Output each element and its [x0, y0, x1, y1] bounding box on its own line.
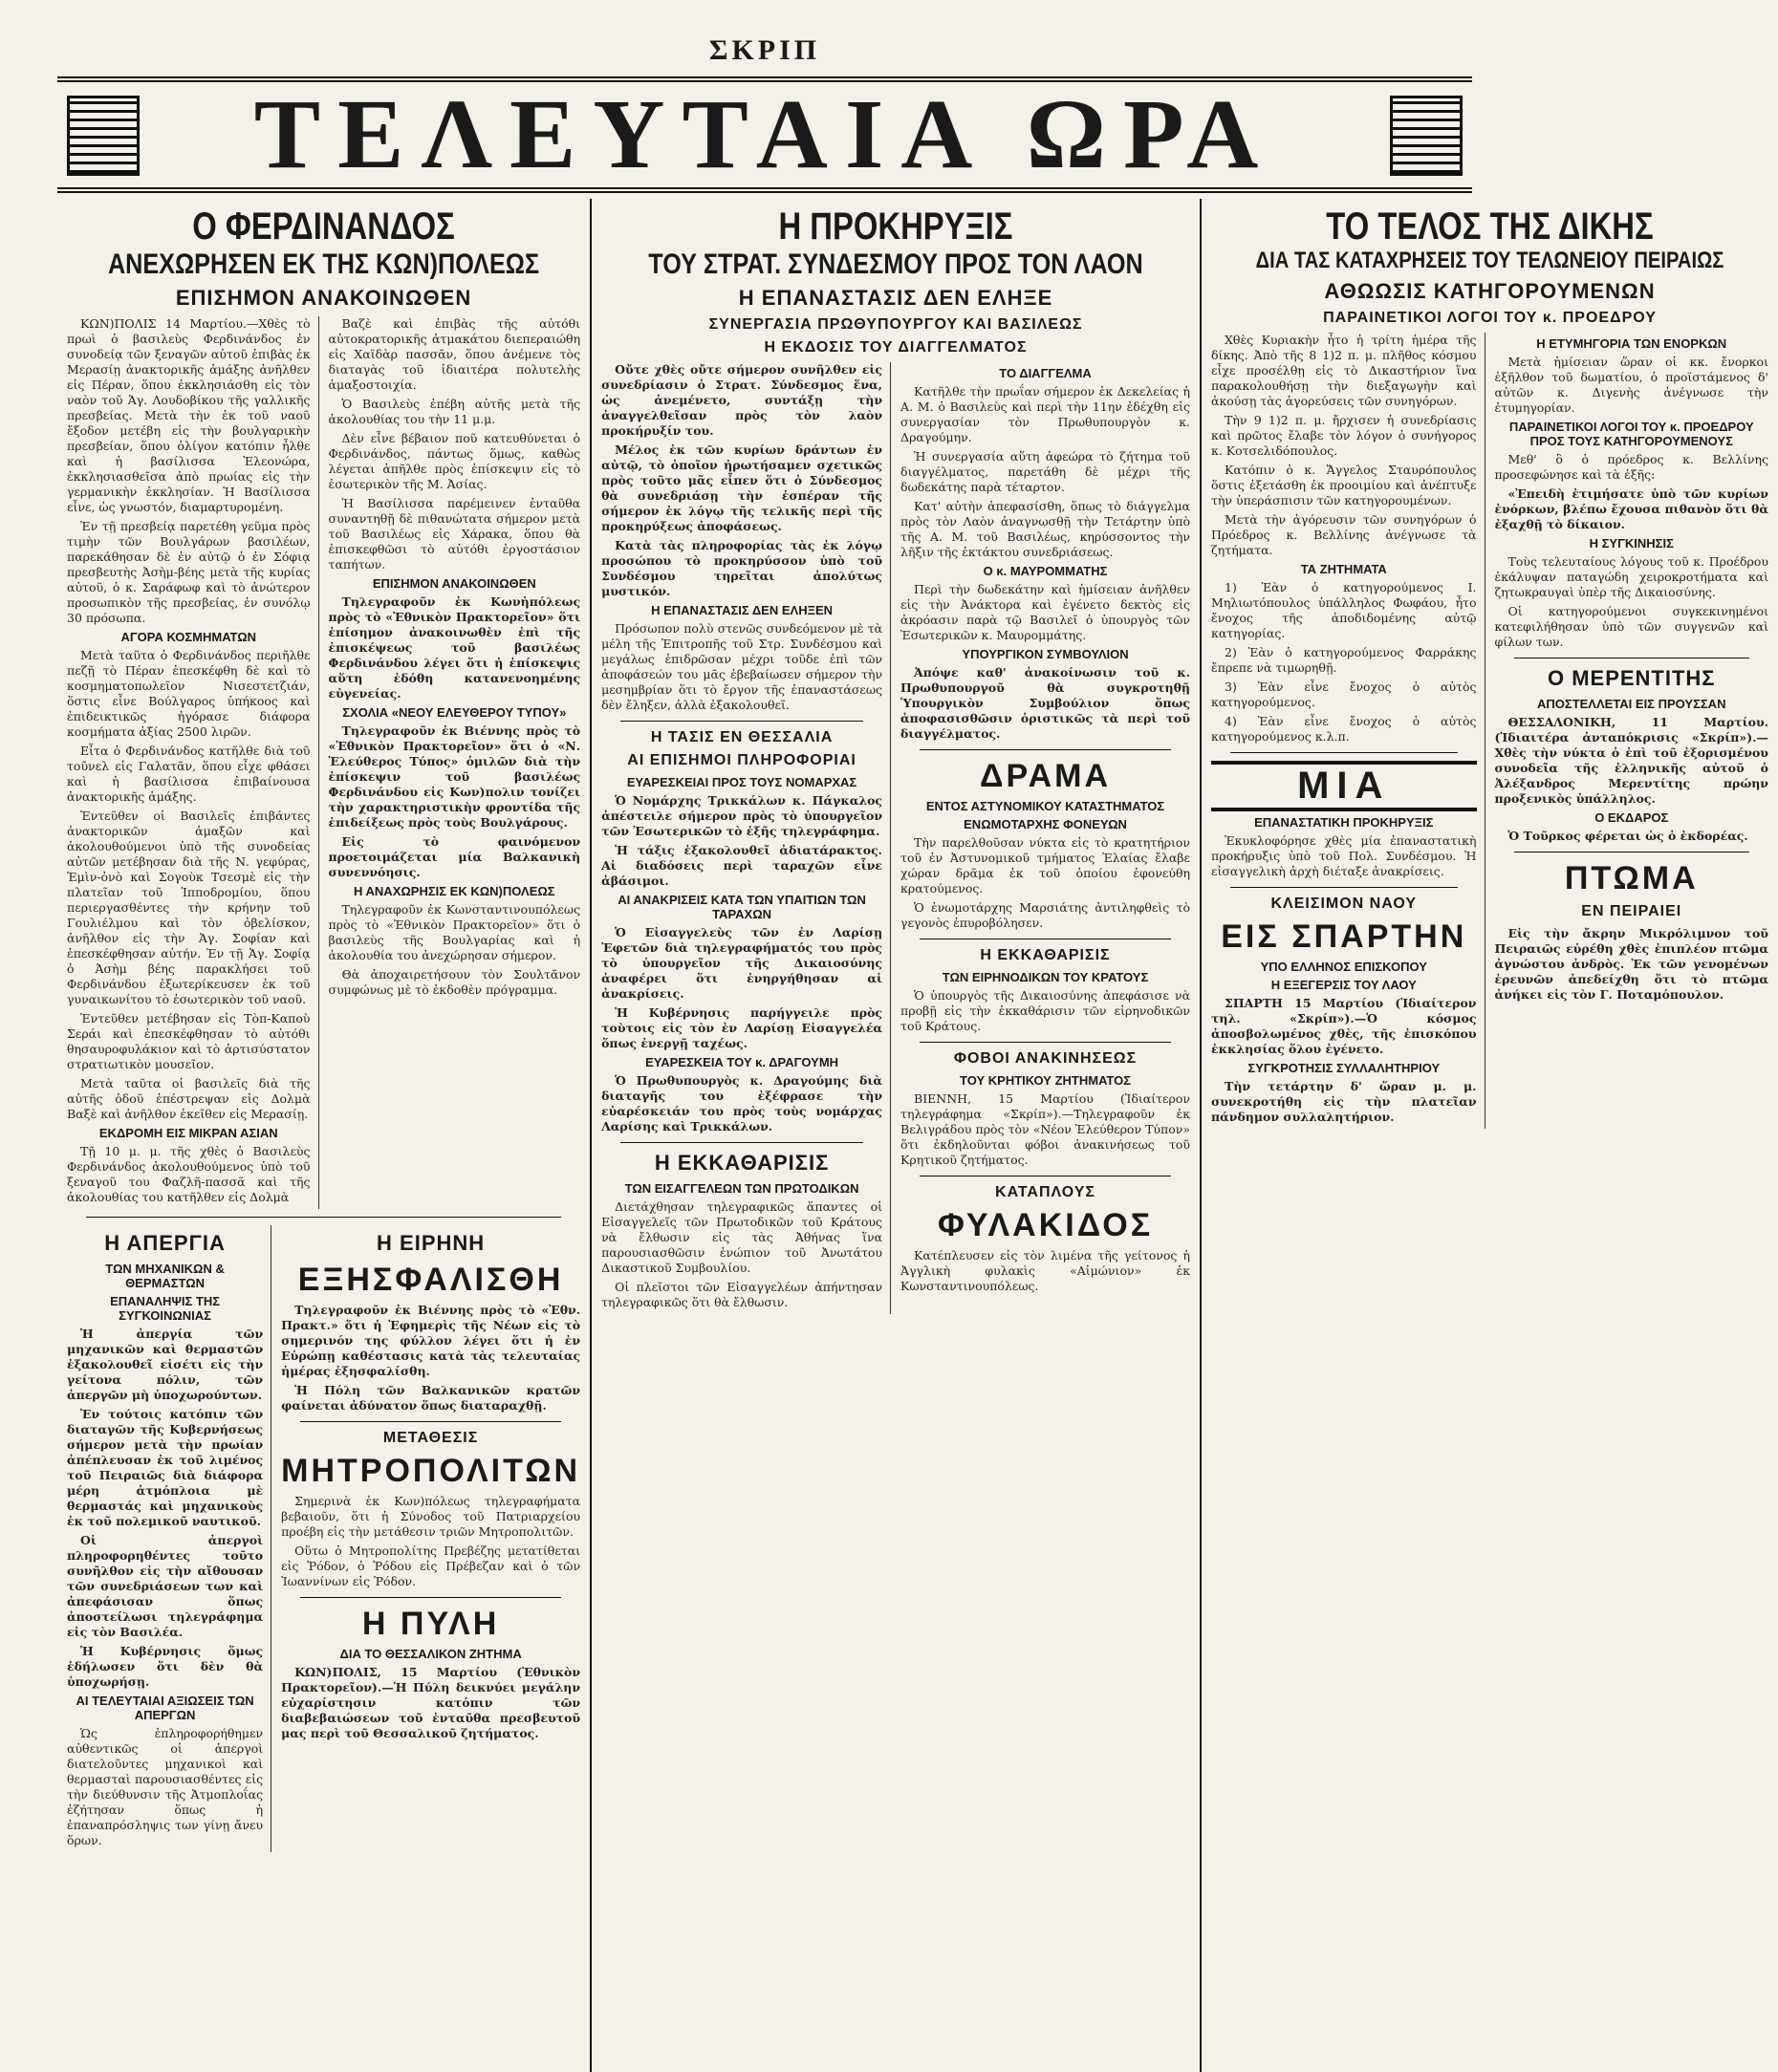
paragraph: Ἡ ἀπεργία τῶν μηχανικῶν καὶ θερμαστῶν ἐξακολουθεῖ εἰσέτι εἰς τὴν γείτονα πόλιν, τῶν ἀπεργῶν μὴ ὑποχωρούντων.	[67, 1327, 264, 1402]
paragraph: Πρόσωπον πολὺ στενῶς συνδεόμενον μὲ τὰ μέλη τῆς Ἐπιτροπῆς τοῦ Στρ. Συνδέσμου καὶ μεγάλως ἐπιδρῶσαν μέχρι τοῦδε ἐπὶ τῶν ἀποφάσεών του μᾶς ἐβεβαίωσεν σήμερον τὴν μεσημβρίαν ὅτι τὸ ἔργον τῆς ἐπαναστάσεως δὲν ἔληξεν, ἀλλὰ ἐξακολουθεῖ.	[601, 621, 883, 712]
paragraph: 3) Ἐὰν εἶνε ἔνοχος ὁ αὐτὸς κατηγορούμενος.	[1211, 680, 1477, 710]
paragraph: Περὶ τὴν δωδεκάτην καὶ ἡμίσειαν ἀνῆλθεν εἰς τὴν Ἀνάκτορα καὶ ἐγένετο δεκτὸς εἰς ἀκρόασιν παρὰ τῷ Βασιλεῖ ὁ ὑπουργὸς τῶν Ἐσωτερικῶν κ. Μαυρομμάτης.	[900, 582, 1191, 642]
paragraph: Χθὲς Κυριακὴν ἦτο ἡ τρίτη ἡμέρα τῆς δίκης. Ἀπὸ τῆς 8 1)2 π. μ. πλῆθος κόσμου εἶχε προσέλθῃ εἰς τὸ Δικαστήριον ἵνα παρακολουθήσῃ τὴν διεξαγωγὴν καὶ ἀκούσῃ τὰς ἀγορεύσεις τῶν συνηγόρων.	[1211, 333, 1477, 409]
paragraph: «Ἐπειδὴ ἐτιμήσατε ὑπὸ τῶν κυρίων ἐνόρκων, βλέπω ἔχουσα πιθανὸν ὅτι θὰ ἐξαχθῇ τὸ δίκαιον.	[1494, 486, 1768, 532]
paragraph: Ὁ ἐνωμοτάρχης Μαρσιάτης ἀντιληφθεὶς τὸ γεγονὸς ἐπυροβόλησεν.	[900, 900, 1191, 930]
article-kicker: ΠΑΡΑΙΝΕΤΙΚΟΙ ΛΟΓΟΙ ΤΟΥ κ. ΠΡΟΕΔΡΟΥ	[1323, 310, 1657, 327]
paragraph: Ὡς ἐπληροφορήθημεν αὐθεντικῶς οἱ ἀπεργοὶ διατελοῦντες μηχανικοὶ καὶ θερμασταὶ παρουσιασθέντες εἰς τὴν διεύθυνσιν τῆς Ἀτμοπλοΐας ἐζήτησαν ὅπως ἡ ἐπαναπρόσληψις των γίνῃ ἄνευ ὅρων.	[67, 1726, 264, 1847]
article-subtitle: ΕΠΑΝΑΣΤΑΤΙΚΗ ΠΡΟΚΗΡΥΞΙΣ	[1254, 815, 1434, 831]
article-subtitle: ΑΠΟΣΤΕΛΛΕΤΑΙ ΕΙΣ ΠΡΟΥΣΣΑΝ	[1537, 697, 1726, 712]
article-subtitle: ΤΩΝ ΕΙΣΑΓΓΕΛΕΩΝ ΤΩΝ ΠΡΩΤΟΔΙΚΩΝ	[624, 1181, 859, 1196]
paragraph: Διετάχθησαν τηλεγραφικῶς ἅπαντες οἱ Εἰσαγγελεῖς τῶν Πρωτοδικῶν τοῦ Κράτους νὰ ἔλθωσιν εἰς τὰς Ἀθήνας ἵνα παρουσιασθῶσιν ἐνώπιον τοῦ Ἀνωτάτου Δικαστικοῦ Συμβουλίου.	[601, 1199, 883, 1275]
article-title: ΔΡΑΜΑ	[980, 758, 1112, 794]
paragraph: Μετὰ ταῦτα οἱ βασιλεῖς διὰ τῆς αὐτῆς ὁδοῦ ἐπέστρεψαν εἰς Δολμὰ Βαξὲ καὶ ἀνῆλθον ἐκεῖθεν εἰς Μερασίῃ.	[67, 1076, 311, 1121]
paragraph: Κατ' αὐτὴν ἀπεφασίσθη, ὅπως τὸ διάγγελμα πρὸς τὸν Λαὸν ἀναγνωσθῇ τὴν Τετάρτην ὑπὸ τῆς Α. Μ. τοῦ Βασιλέως, κηρύσσοντος τὴν λῆξιν τῆς ἐκτάκτου συνεδριάσεως.	[900, 499, 1191, 559]
article-title: Ο ΜΕΡΕΝΤΙΤΗΣ	[1547, 666, 1716, 691]
section-heading: ΕΚΔΡΟΜΗ ΕΙΣ ΜΙΚΡΑΝ ΑΣΙΑΝ	[98, 1126, 278, 1140]
paragraph: Ἡ Κυβέρνησις ὅμως ἐδήλωσεν ὅτι δὲν θὰ ὑποχωρήσῃ.	[67, 1644, 264, 1689]
section-heading: Η ΑΝΑΧΩΡΗΣΙΣ ΕΚ ΚΩΝ)ΠΟΛΕΩΣ	[354, 884, 555, 898]
article-subtitle: ΕΞΗΣΦΑΛΙΣΘΗ	[297, 1262, 564, 1298]
paragraph: Ἐντεῦθεν οἱ Βασιλεῖς ἐπιβάντες ἀνακτορικῶν ἁμαξῶν καὶ ἀκολουθούμενοι ὑπὸ τῆς συνοδείας αὐτῶν μετέβησαν διὰ τῆς Ν. γεφύρας, Ἐμὶν-ὀνὸ καὶ Σογοὺκ Τσεσμὲ εἰς τὴν πλατεῖαν τοῦ Ἱπποδρομίου, ὅπου περιεργασθέντες τὴν κρήνην τοῦ Γουλιέλμου καὶ τὸν ὀβελίσκον, ἀνῆλθον εἰς τὴν Ἁγ. Σοφίαν καὶ ἐπεσκέφθησαν αὐτήν. Ἐν τῇ Ἁγ. Σοφίᾳ ὁ Ἀσὴμ βέης παρακλήσει τοῦ Φερδινάνδου ἐξωτερίκευσεν ἐκ τοῦ γυναικωνίτου τὸ ἐσωτερικὸν τοῦ ναοῦ.	[67, 809, 311, 1006]
columns	[57, 199, 1768, 2072]
paragraph: 1) Ἐὰν ὁ κατηγορούμενος Ι. Μηλιωτόπουλος ὑπάλληλος Φωφάου, ἦτο ἔνοχος τῆς ἀποδιδομένης αὐτῷ κατηγορίας.	[1211, 580, 1477, 641]
article-title: ΜΙΑ	[1211, 761, 1476, 811]
article-subtitle: ΕΙΣ ΣΠΑΡΤΗΝ	[1221, 918, 1467, 956]
article-title: Ο ΦΕΡΔΙΝΑΝΔΟΣ	[192, 205, 455, 248]
paragraph: Εἰς τὸ φαινόμενον προετοιμάζεται μία Βαλκανικὴ συνεννόησις.	[328, 834, 581, 879]
two-col-block	[67, 316, 580, 1209]
paragraph: Μετὰ ἡμίσειαν ὥραν οἱ κκ. ἔνορκοι ἐξῆλθον τοῦ δωματίου, ὁ προϊστάμενος δ' αὐτῶν κ. Διγενὴς ἀνέγνωσε τὴν ἐτυμηγορίαν.	[1494, 355, 1768, 416]
article-title: Η ΤΑΣΙΣ ΕΝ ΘΕΣΣΑΛΙΑ	[650, 729, 834, 745]
paragraph: Ὁ Τοῦρκος φέρεται ὡς ὁ ἐκδορέας.	[1507, 829, 1748, 844]
paragraph: Ἀπόψε καθ' ἀνακοίνωσιν τοῦ κ. Πρωθυπουργοῦ θὰ συγκροτηθῇ Ὑπουργικὸν Συμβούλιον ὅπως ἀποφασισθῶσιν ὁριστικῶς τὰ περὶ τοῦ διαγγέλματος.	[900, 665, 1191, 741]
paragraph: 4) Ἐὰν εἶνε ἔνοχος ὁ αὐτὸς κατηγορούμενος κ.λ.π.	[1211, 714, 1477, 745]
paragraph: Δὲν εἶνε βέβαιον ποῦ κατευθύνεται ὁ Φερδινάνδος, πάντως ὅμως, καθὼς λέγεται ἀπῆλθε πρὸς ἐπίσκεψιν εἰς τὸ ἐσωτερικὸν τῆς Μ. Ἀσίας.	[328, 431, 581, 491]
paragraph: Μετὰ τὴν ἀγόρευσιν τῶν συνηγόρων ὁ Πρόεδρος κ. Βελλίνης ἀνέγνωσε τὰ ζητήματα.	[1211, 512, 1477, 558]
two-col-block	[1211, 333, 1768, 1129]
paragraph: Μεθ' ὃ ὁ πρόεδρος κ. Βελλίνης προσεφώνησε καὶ τὰ ἑξῆς:	[1494, 452, 1768, 483]
section-heading: ΣΧΟΛΙΑ «ΝΕΟΥ ΕΛΕΥΘΕΡΟΥ ΤΥΠΟΥ»	[342, 705, 567, 720]
paragraph: Οἱ ἀπεργοὶ πληροφορηθέντες τοῦτο συνῆλθον εἰς τὴν αἴθουσαν τῶν συνεδριάσεων των καὶ ἀπεφάσισαν ὅπως ἀποστείλωσι τηλεγράφημα εἰς τὸν Βασιλέα.	[67, 1533, 264, 1639]
column-2	[592, 199, 1202, 2072]
paragraph: Ἐν τούτοις κατόπιν τῶν διαταγῶν τῆς Κυβερνήσεως σήμερον μετὰ τὴν πρωίαν ἀπέπλευσαν ἐκ τοῦ λιμένος τοῦ Πειραιῶς διὰ διάφορα μέρη ἀτμόπλοια μὲ θερμαστάς καὶ μηχανικοὺς ἐκ τοῦ πολεμικοῦ ναυτικοῦ.	[67, 1407, 264, 1528]
article-title: Η ΠΥΛΗ	[361, 1606, 500, 1642]
divider	[620, 721, 863, 722]
divider	[1230, 752, 1457, 753]
paragraph: Μετὰ ταῦτα ὁ Φερδινάνδος περιῆλθε πεζῇ τὸ Πέραν ἐπεσκέφθη δὲ καὶ τὸ κοσμηματοπωλεῖον Νισεστετζιάν, ὅστις εἶνε Βούλγαρος ὑπήκοος καὶ ἐπιδεικτικῶς ἠγόρασε διάφορα κοσμήματα ἀξίας 2500 λιρῶν.	[67, 648, 311, 739]
article-subtitle: ΔΙΑ ΤΟ ΘΕΣΣΑΛΙΚΟΝ ΖΗΤΗΜΑ	[339, 1647, 522, 1661]
paragraph: Ὁ Βασιλεὺς ἐπέβη αὐτῆς μετὰ τῆς ἀκολουθίας του τὴν 11 μ.μ.	[328, 397, 581, 426]
article-kicker: ΕΥΑΡΕΣΚΕΙΑΙ ΠΡΟΣ ΤΟΥΣ ΝΟΜΑΡΧΑΣ	[626, 775, 857, 789]
section-heading: Η ΣΥΓΚΙΝΗΣΙΣ	[1589, 536, 1674, 551]
paragraph: Ἐκυκλοφόρησε χθὲς μία ἐπαναστατικὴ προκήρυξις ὑπὸ τοῦ Πολ. Συνδέσμου. Ἡ εἰσαγγελικὴ ἀρχὴ διέταξε ἀνακρίσεις.	[1211, 833, 1477, 879]
divider	[300, 1597, 561, 1598]
section-heading: ΠΑΡΑΙΝΕΤΙΚΟΙ ΛΟΓΟΙ ΤΟΥ κ. ΠΡΟΕΔΡΟΥ ΠΡΟΣ ΤΟΥΣ ΚΑΤΗΓΟΡΟΥΜΕΝΟΥΣ	[1508, 420, 1754, 449]
article-kicker: Η ΕΚΔΟΣΙΣ ΤΟΥ ΔΙΑΓΓΕΛΜΑΤΟΣ	[764, 339, 1028, 356]
divider	[1230, 887, 1457, 888]
paragraph: Οἱ κατηγορούμενοι συγκεκινημένοι κατεφιλήθησαν ὑπὸ τῶν συγγενῶν καὶ φίλων των.	[1494, 604, 1768, 650]
divider	[86, 1217, 561, 1218]
section-heading: ΑΓΟΡΑ ΚΟΣΜΗΜΑΤΩΝ	[120, 630, 257, 644]
paragraph: Οὕτω ὁ Μητροπολίτης Πρεβέζης μετατίθεται εἰς Ῥόδον, ὁ Ῥόδου εἰς Πρέβεζαν καὶ ὁ τῶν Ἰωαννίνων εἰς Ῥόδον.	[281, 1543, 581, 1588]
divider	[300, 1421, 561, 1422]
article-kicker: Η ΕΞΕΓΕΡΣΙΣ ΤΟΥ ΛΑΟΥ	[1270, 978, 1417, 993]
section-heading: Η ΕΤΥΜΗΓΟΡΙΑ ΤΩΝ ΕΝΟΡΚΩΝ	[1536, 336, 1727, 352]
article-kicker: ΑΘΩΩΣΙΣ ΚΑΤΗΓΟΡΟΥΜΕΝΩΝ	[1324, 279, 1656, 304]
paragraph: Θὰ ἀποχαιρετήσουν τὸν Σουλτᾶνον συμφώνως μὲ τὸ ἐκδοθὲν πρόγραμμα.	[328, 967, 581, 997]
paragraph: Τῇ 10 μ. μ. τῆς χθὲς ὁ Βασιλεὺς Φερδινάνδος ἀκολουθούμενος ὑπὸ τοῦ ξεναγοῦ του Φαζλῆ-πασσᾶ καὶ τῆς ἀκολουθίας του κατῆλθεν εἰς Δολμὰ	[67, 1144, 311, 1204]
paragraph: Κατῆλθε τὴν πρωΐαν σήμερον ἐκ Δεκελείας ἡ Α. Μ. ὁ Βασιλεὺς καὶ περὶ τὴν 11ην ἐδέχθη εἰς συνεργασίαν τὸν Πρωθυπουργὸν κ. Δραγούμην.	[900, 384, 1191, 444]
section-heading: ΕΥΑΡΕΣΚΕΙΑ ΤΟΥ κ. ΔΡΑΓΟΥΜΗ	[645, 1055, 839, 1069]
article-title: Η ΠΡΟΚΗΡΥΞΙΣ	[778, 205, 1013, 248]
paragraph: Βαζὲ καὶ ἐπιβὰς τῆς αὐτόθι αὐτοκρατορικῆς ἀτμακάτου διεπεραιώθη εἰς Χαϊδὰρ πασσᾶν, ὅπου ἀνέμενε τὸς διαταγὰς τοῦ ἰδιαιτέρα πολυτελὴς ἁμαξοστοιχία.	[328, 316, 581, 392]
paragraph: Σημερινὰ ἐκ Κων)πόλεως τηλεγραφήματα βεβαιοῦν, ὅτι ἡ Σύνοδος τοῦ Πατριαρχείου προέβη εἰς τὴν μετάθεσιν τριῶν Μητροπολιτῶν.	[281, 1494, 581, 1539]
paragraph: Τοὺς τελευταίους λόγους τοῦ κ. Προέδρου ἐκάλυψαν παταγώδη χειροκροτήματα καὶ ζητωκραυγαὶ ὑπὲρ τῆς Δικαιοσύνης.	[1494, 554, 1768, 600]
two-col-block	[67, 1225, 580, 1852]
paragraph: Ὁ Εἰσαγγελεὺς τῶν ἐν Λαρίσῃ Ἐφετῶν διὰ τηλεγραφήματός του πρὸς τὸ ὑπουργεῖον τῆς Δικαιοσύνης ἀναφέρει ὅτι ἐνηργήθησαν αἱ ἀνακρίσεις.	[601, 925, 883, 1001]
section-heading: ΤΟ ΔΙΑΓΓΕΛΜΑ	[999, 366, 1092, 380]
section-heading: ΕΠΙΣΗΜΟΝ ΑΝΑΚΟΙΝΩΘΕΝ	[372, 576, 536, 591]
paragraph: 2) Ἐὰν ὁ κατηγορούμενος Φαρράκης ἔπρεπε νὰ τιμωρηθῇ.	[1211, 645, 1477, 676]
paragraph: Οἱ πλεῖστοι τῶν Εἰσαγγελέων ἀπήντησαν τηλεγραφικῶς ὅτι θὰ ἔλθωσιν.	[601, 1280, 883, 1309]
masthead	[57, 76, 1472, 193]
paragraph: Τηλεγραφοῦν ἐκ Βιέννης πρὸς τὸ «Ἐθνικὸν Πρακτορεῖον» ὅτι ὁ «Ν. Ἐλεύθερος Τύπος» ὁμιλῶν διὰ τὴν ἐπίσκεψιν τοῦ βασιλέως Φερδινάνδου εἰς Κων)πολιν τονίζει τὴν χαρακτηριστικὴν φροντίδα τῆς ἐπιδείξεως πρὸς τοὺς Βουλγάρους.	[328, 723, 581, 830]
article-title: Η ΕΚΚΑΘΑΡΙΣΙΣ	[654, 1151, 830, 1175]
divider	[620, 1142, 863, 1143]
paragraph: Μέλος ἐκ τῶν κυρίων δράντων ἐν αὐτῷ, τὸ ὁποῖον ἠρωτήσαμεν σχετικῶς πρὸς τοῦτο μᾶς εἶπεν ὅτι ὁ Σύνδεσμος θὰ συνεδριάσῃ τὴν ἑσπέραν τῆς σήμερον ἐκ λόγῳ τῆς τελικῆς περὶ τῆς προκηρύξεως ἀποφάσεως.	[601, 442, 883, 533]
article-title: ΜΕΤΑΘΕΣΙΣ	[382, 1430, 479, 1446]
section-heading: ΑΙ ΑΝΑΚΡΙΣΕΙΣ ΚΑΤΑ ΤΩΝ ΥΠΑΙΤΙΩΝ ΤΩΝ ΤΑΡΑΧΩΝ	[618, 893, 866, 921]
paragraph: Τηλεγραφοῦν ἐκ Βιέννης πρὸς τὸ «Ἐθν. Πρακτ.» ὅτι ἡ Ἐφημερὶς τῆς Νέων εἰς τὸ σημερινόν της φύλλον λέγει ὅτι ἡ ἐν Εὐρώπῃ καθέστασις κατὰ τὰς τελευταίας ἡμέρας ἐξησφαλίσθη.	[281, 1303, 581, 1378]
paragraph: Ἡ συνεργασία αὕτη ἀφεώρα τὸ ζήτημα τοῦ διαγγέλματος, παρετάθη δὲ μέχρι τῆς δωδεκάτης παρὰ τέταρτον.	[900, 449, 1191, 494]
paragraph: ΒΙΕΝΝΗ, 15 Μαρτίου (Ἰδιαίτερον τηλεγράφημα «Σκρίπ»).—Τηλεγραφοῦν ἐκ Βελιγράδου πρὸς τὸν «Νέον Ἐλεύθερον Τύπον» ὅτι ἐκδηλοῦνται φόβοι ἀνακινήσεως τοῦ Κρητικοῦ ζητήματος.	[900, 1091, 1191, 1167]
ornament-left-icon	[67, 96, 140, 176]
paragraph: Κατέπλευσεν εἰς τὸν λιμένα τῆς γείτονος ἡ Ἀγγλικὴ φυλακὶς «Αἰμώνιον» ἐκ Κωνσταντινουπόλεως.	[900, 1248, 1191, 1293]
article-subtitle: ΜΗΤΡΟΠΟΛΙΤΩΝ	[281, 1453, 581, 1489]
article-subtitle: ΑΙ ΕΠΙΣΗΜΟΙ ΠΛΗΡΟΦΟΡΙΑΙ	[627, 752, 856, 768]
article-kicker: ΣΥΝΕΡΓΑΣΙΑ ΠΡΩΘΥΠΟΥΡΓΟΥ ΚΑΙ ΒΑΣΙΛΕΩΣ	[708, 316, 1083, 333]
article-subtitle: ΤΩΝ ΜΗΧΑΝΙΚΩΝ & ΘΕΡΜΑΣΤΩΝ	[105, 1262, 225, 1290]
article-kicker: ΕΠΙΣΗΜΟΝ ΑΝΑΚΟΙΝΩΘΕΝ	[175, 286, 472, 310]
section-heading: ΣΥΓΚΡΟΤΗΣΙΣ ΣΥΛΛΑΛΗΤΗΡΙΟΥ	[1247, 1061, 1441, 1076]
section-heading: ΑΙ ΤΕΛΕΥΤΑΙΑΙ ΑΞΙΩΣΕΙΣ ΤΩΝ ΑΠΕΡΓΩΝ	[76, 1694, 254, 1722]
paragraph: Οὔτε χθὲς οὔτε σήμερον συνῆλθεν εἰς συνεδρίασιν ὁ Στρατ. Σύνδεσμος ἕνα, ὡς ἀνεμένετο, συντάξῃ τὴν ἀναγγελθεῖσαν πρὸς τὸν λαὸν προκήρυξίν του.	[601, 362, 883, 438]
paragraph: ΘΕΣΣΑΛΟΝΙΚΗ, 11 Μαρτίου. (Ἰδιαιτέρα ἀνταπόκρισις «Σκρίπ»).—Χθὲς τὴν νύκτα ὁ ἐπὶ τοῦ ἐξορισμένου συνοδεῖα τῆς ἐλληνικῆς αὐτοῦ ὁ Ἀλέξανδρος Μερεντίτης πρώην προξενικὸς ὑπάλληλος.	[1494, 715, 1768, 807]
paragraph: ΚΩΝ)ΠΟΛΙΣ, 15 Μαρτίου (Ἐθνικὸν Πρακτορεῖον).—Ἡ Πύλη δεικνύει μεγάλην εὐχαρίστησιν κατόπιν τῶν διαβεβαιώσεων τοῦ ἐνταῦθα πρεσβευτοῦ μας περὶ τοῦ Θεσσαλικοῦ ζητήματος.	[281, 1665, 581, 1740]
divider	[920, 1042, 1171, 1043]
article-title: ΚΑΤΑΠΛΟΥΣ	[995, 1184, 1096, 1200]
paragraph: Τὴν 9 1)2 π. μ. ἤρχισεν ἡ συνεδρίασις καὶ πρῶτος ἔλαβε τὸν λόγον ὁ συνήγορος κ. Κοτσελιδόπουλος.	[1211, 413, 1477, 459]
paragraph: Ἡ Πόλη τῶν Βαλκανικῶν κρατῶν φαίνεται ἀδύνατον ὅπως διαταραχθῇ.	[281, 1383, 581, 1413]
paragraph: Κατὰ τὰς πληροφορίας τὰς ἐκ λόγῳ προσώπου τὸ προκηρύσσον ὑπὸ τοῦ Συνδέσμου τηρεῖται ἀπολύτως μυστικόν.	[601, 538, 883, 598]
divider	[920, 749, 1171, 750]
paragraph: ΚΩΝ)ΠΟΛΙΣ 14 Μαρτίου.—Χθὲς τὸ πρωὶ ὁ βασιλεὺς Φερδινάνδος ἐν συνοδείᾳ τῶν ξεναγῶν αὐτοῦ ἐπιβὰς ἐκ Μερασίῃ ἀνακτορικῆς ἁμάξης ἀνῆλθεν εἰς Πέραν, ὅπου ἐκκλησιάσθη εἰς τὸν ναὸν τοῦ Ἁγ. Λουδοβίκου τῆς γαλλικῆς πρεσβείας. Μετὰ τὴν ἐκ τοῦ ναοῦ ἔξοδον μετέβη εἰς τὴν βουλγαρικὴν πρεσβείαν, ὅπου ὀλίγον κατόπιν ἦλθε καὶ ἡ βασίλισσα Ἐλεονώρα, ἐκκλησιασθεῖσα ἀπὸ πρωίας εἰς τὴν γερμανικὴν ἐκκλησίαν. Ἡ Βασίλισσα εἶνε, ὡς γνωστόν, διαμαρτυρομένη.	[67, 316, 311, 514]
article-subtitle: ΕΝ ΠΕΙΡΑΙΕΙ	[1581, 903, 1682, 920]
paragraph: Τὴν τετάρτην δ' ὥραν μ. μ. συνεκροτήθη εἰς τὴν πλατεῖαν πάνδημον συλλαλητήριον.	[1211, 1079, 1477, 1125]
paragraph: Ὁ Πρωθυπουργὸς κ. Δραγούμης διὰ διαταγῆς του ἐξέφρασε τὴν εὐαρέσκειάν του πρὸς τοὺς νομάρχας Λαρίσης καὶ Τρικκάλων.	[601, 1073, 883, 1133]
article-kicker: Η ΕΠΑΝΑΣΤΑΣΙΣ ΔΕΝ ΕΛΗΞΕ	[738, 286, 1053, 310]
article-title: Η ΕΚΚΑΘΑΡΙΣΙΣ	[980, 947, 1111, 963]
article-subtitle: ΤΩΝ ΕΙΡΗΝΟΔΙΚΩΝ ΤΟΥ ΚΡΑΤΟΥΣ	[942, 970, 1149, 984]
article-title: Η ΑΠΕΡΓΙΑ	[104, 1231, 226, 1255]
section-heading: ΥΠΟΥΡΓΙΚΟΝ ΣΥΜΒΟΥΛΙΟΝ	[962, 647, 1129, 661]
paragraph: Ἡ Βασίλισσα παρέμεινεν ἐνταῦθα συναντηθῇ δὲ πιθανώτατα σήμερον μετὰ τοῦ Βασιλέως εἰς Χάρακα, ὅπου θὰ ἐπισκεφθῶσι τὸ αὐτόθι ἐργοστάσιον ταπήτων.	[328, 496, 581, 572]
article-kicker: ΕΠΑΝΑΛΗΨΙΣ ΤΗΣ ΣΥΓΚΟΙΝΩΝΙΑΣ	[110, 1294, 221, 1323]
paragraph: Ἐντεῦθεν μετέβησαν εἰς Τὸπ-Καποὺ Σεράι καὶ ἐπεσκέφθησαν τὸ αὐτόθι θησαυροφυλάκιον καὶ τὸ ἀρτισύστατον στρατιωτικὸν μουσεῖον.	[67, 1011, 311, 1071]
article-kicker: ΥΠΟ ΕΛΛΗΝΟΣ ΕΠΙΣΚΟΠΟΥ	[1260, 960, 1427, 975]
article-title: ΦΟΒΟΙ ΑΝΑΚΙΝΗΣΕΩΣ	[953, 1050, 1138, 1067]
article-title: ΤΟ ΤΕΛΟΣ ΤΗΣ ΔΙΚΗΣ	[1326, 205, 1654, 248]
section-heading: ΤΑ ΖΗΤΗΜΑΤΑ	[1300, 562, 1387, 577]
masthead-title: ΤΕΛΕΥΤΑΙΑ ΩΡΑ	[253, 79, 1276, 189]
paragraph: Ὁ ὑπουργὸς τῆς Δικαιοσύνης ἀπεφάσισε νὰ προβῇ εἰς τὴν ἐκκαθάρισιν τῶν εἰρηνοδικῶν τοῦ Κράτους.	[900, 988, 1191, 1033]
article-subtitle: ΔΙΑ ΤΑΣ ΚΑΤΑΧΡΗΣΕΙΣ ΤΟΥ ΤΕΛΩΝΕΙΟΥ ΠΕΙΡΑΙΩΣ	[1255, 248, 1724, 273]
paragraph: Τὴν παρελθοῦσαν νύκτα εἰς τὸ κρατητήριον τοῦ ἐν Ἀστυνομικοῦ τμήματος Ἐλαίας ἔλαβε χώραν δρᾶμα ἐκ τοῦ ὁποίου ἐφονεύθη κρατούμενος.	[900, 835, 1191, 896]
article-subtitle: ΦΥΛΑΚΙΔΟΣ	[937, 1207, 1154, 1243]
paragraph: Ὁ Νομάρχης Τρικκάλων κ. Πάγκαλος ἀπέστειλε σήμερον πρὸς τὸ ὑπουργεῖον τῶν Ἐσωτερικῶν τὸ ἑξῆς τηλεγράφημα.	[601, 793, 883, 838]
paragraph: Κατόπιν ὁ κ. Ἄγγελος Σταυρόπουλος ὅστις ἐξετάσθη ἐκ προοιμίου καὶ ἀνέπτυξε τὴν ὑπεράσπισιν τῶν κατηγορουμένων.	[1211, 463, 1477, 508]
paragraph: Ἡ Κυβέρνησις παρήγγειλε πρὸς τοὺτοις εἰς τὸν ἐν Λαρίσῃ Εἰσαγγελέα ὅπως ἐνεργῇ ταχέως.	[601, 1005, 883, 1050]
paper-name: ΣΚΡΙΠ	[708, 34, 821, 66]
column-3	[1202, 199, 1778, 2072]
section-heading: Ο ΕΚΔΑΡΟΣ	[1594, 810, 1669, 826]
ornament-right-icon	[1390, 96, 1463, 176]
paragraph: Ἡ τάξις ἐξακολουθεῖ ἀδιατάρακτος. Αἱ διαδόσεις περὶ ταραχῶν εἶνε ἀβάσιμοι.	[601, 843, 883, 888]
paragraph: Εἰς τὴν ἄκρην Μικρόλιμνον τοῦ Πειραιῶς εὑρέθη χθὲς ἐπιπλέον πτῶμα ἀγνώστου ἀνδρὸς. Ἐκ τῶν γενομένων ἐρευνῶν ἀπεδείχθη ὅτι τὸ πτῶμα ἀνήκει εἰς τὸν Γ. Ποταμόπουλον.	[1494, 926, 1768, 1003]
paragraph: Ἐν τῇ πρεσβείᾳ παρετέθη γεῦμα πρὸς τιμὴν τῶν Βουλγάρων βασιλέων, παρεκάθησαν δὲ ἐν αὐτῷ ὁ ἐν Σόφιᾳ πρεσβευτὴς Ἀσὴμ-βέης μετὰ τῆς κυρίας αὐτοῦ, ὁ κ. Σαράφωφ καὶ τὸ ἀνώτερον προσωπικὸν τῆς πρεσβείας, ἐν συνόλῳ 30 πρόσωπα.	[67, 519, 311, 625]
article-kicker: ΕΝΩΜΟΤΑΡΧΗΣ ΦΟΝΕΥΩΝ	[964, 817, 1127, 831]
article-title: ΠΤΩΜΑ	[1564, 860, 1699, 897]
article-subtitle: ΤΟΥ ΣΤΡΑΤ. ΣΥΝΔΕΣΜΟΥ ΠΡΟΣ ΤΟΝ ΛΑΟΝ	[648, 248, 1143, 280]
divider	[1514, 852, 1749, 853]
paragraph: Εἶτα ὁ Φερδινάνδος κατῆλθε διὰ τοῦ τοῦνελ εἰς Γαλατᾶν, ὅπου εἶχε φθάσει καὶ ἡ βασίλισσα ἐπιβαίνουσα ἀνακτορικῆς ἁμάξης.	[67, 744, 311, 804]
two-col-block	[601, 362, 1190, 1314]
paragraph: Τηλεγραφοῦν ἐκ Κωνσταντινουπόλεως πρὸς τὸ «Ἐθνικὸν Πρακτορεῖον» ὅτι ὁ βασιλεὺς τῆς Βουλγαρίας καὶ ἡ ἀκολουθία του ἀνεχώρησαν σήμερον.	[328, 902, 581, 962]
article-subtitle: ΕΝΤΟΣ ΑΣΤΥΝΟΜΙΚΟΥ ΚΑΤΑΣΤΗΜΑΤΟΣ	[925, 799, 1165, 813]
section-heading: Ο κ. ΜΑΥΡΟΜΜΑΤΗΣ	[983, 564, 1108, 578]
paragraph: ΣΠΑΡΤΗ 15 Μαρτίου (Ἰδιαίτερον τηλ. «Σκρίπ»).—Ὁ κόσμος ἀποσβολωμένος χθὲς, τῆς ἐπισκόπου ἐκκλησίας ὅλου ἐγένετο.	[1211, 996, 1477, 1057]
article-title: Η ΕΙΡΗΝΗ	[377, 1231, 486, 1255]
article-subtitle: ΤΟΥ ΚΡΗΤΙΚΟΥ ΖΗΤΗΜΑΤΟΣ	[960, 1073, 1132, 1088]
column-1	[57, 199, 592, 2072]
paragraph: Τηλεγραφοῦν ἐκ Κωνἡπόλεως πρὸς τὸ «Ἐθνικὸν Πρακτορεῖον» ὅτι ἐπίσημον ἀνακοινωθὲν ἐπὶ τῆς ἐπισκέψεως τοῦ βασιλέως Φερδινάνδου λέγει ὅτι ἡ ἐπίσκεψις αὕτη ἐδόθη κατανενοημένης εὐγενείας.	[328, 594, 581, 701]
article-title: ΚΛΕΙΣΙΜΟΝ ΝΑΟΥ	[1270, 896, 1418, 913]
article-subtitle: ΑΝΕΧΩΡΗΣΕΝ ΕΚ ΤΗΣ ΚΩΝ)ΠΟΛΕΩΣ	[107, 248, 540, 280]
section-heading: Η ΕΠΑΝΑΣΤΑΣΙΣ ΔΕΝ ΕΛΗΞΕΝ	[651, 603, 834, 617]
